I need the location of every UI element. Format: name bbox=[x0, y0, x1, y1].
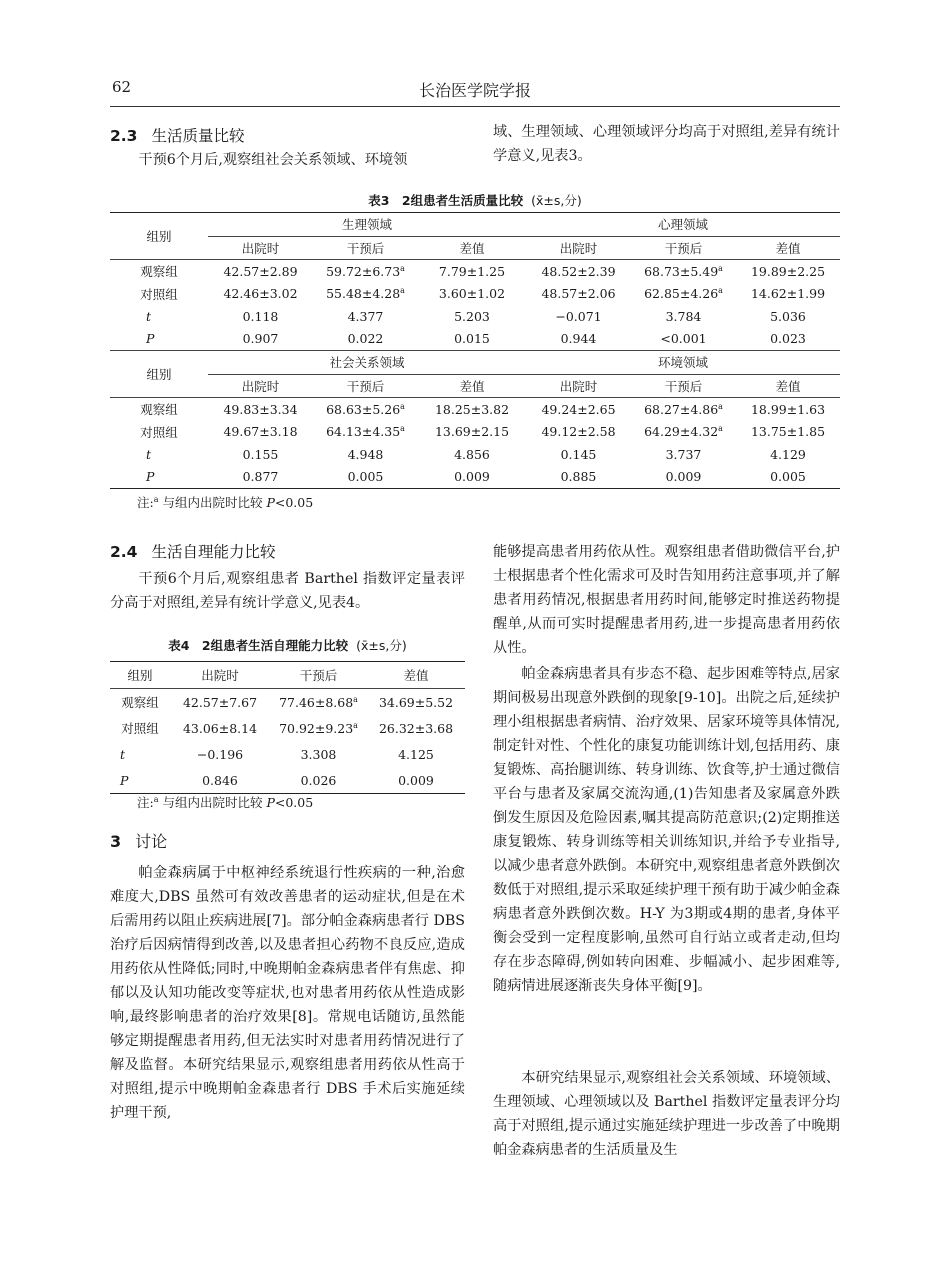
column-header: 差值 bbox=[367, 662, 465, 689]
row-label: t bbox=[146, 446, 152, 462]
section-title: 生活质量比较 bbox=[151, 127, 245, 145]
superscript-mark: a bbox=[400, 424, 405, 434]
table3-note: 注:$^a$ 与组内出院时比较 P<0.05 bbox=[137, 494, 314, 510]
table-row bbox=[110, 689, 465, 716]
table-cell: 0.022 bbox=[347, 331, 384, 347]
table-cell: −0.071 bbox=[555, 308, 602, 324]
journal-title: 长治医学院学报 bbox=[418, 81, 531, 100]
table-row bbox=[110, 715, 465, 741]
column-header: 出院时 bbox=[526, 236, 631, 260]
column-header: 干预后 bbox=[313, 374, 418, 398]
table-subheader-row bbox=[110, 374, 840, 398]
table-cell: 5.036 bbox=[770, 308, 806, 324]
group-header: 组别 bbox=[110, 213, 208, 260]
table-row bbox=[110, 767, 465, 794]
table-subheader-row bbox=[110, 236, 840, 260]
section-2-4-text: 干预6个月后,观察组患者 Barthel 指数评定量表评分高于对照组,差异有统计学意义,见表4。 bbox=[110, 571, 465, 611]
table-cell: 18.25±3.82 bbox=[418, 398, 526, 421]
table-cell: 0.023 bbox=[770, 331, 806, 347]
column-header: 差值 bbox=[736, 236, 840, 260]
table-cell: 0.846 bbox=[170, 767, 270, 794]
row-label: P bbox=[110, 767, 170, 794]
table4 bbox=[110, 661, 465, 794]
column-header: 差值 bbox=[418, 374, 526, 398]
column-header: 出院时 bbox=[170, 662, 270, 689]
table-cell: 64.13±4.35$^a$ bbox=[326, 424, 405, 440]
superscript-mark: a bbox=[400, 401, 405, 411]
table-cell: 68.73±5.49$^a$ bbox=[631, 260, 736, 283]
section-number: 3 bbox=[110, 832, 122, 851]
table3-unit: (x̄±s,分) bbox=[531, 193, 582, 208]
table-cell: 0.005 bbox=[736, 466, 840, 489]
table-cell: 48.57±2.06 bbox=[541, 286, 616, 302]
table-cell: <0.001 bbox=[660, 331, 707, 347]
table-cell: 49.67±3.18 bbox=[223, 424, 298, 440]
table-header-row bbox=[110, 213, 840, 237]
table-cell: 18.99±1.63 bbox=[736, 398, 840, 421]
section-2-3-text-right: 域、生理领域、心理领域评分均高于对照组,差异有统计学意义,见表3。 bbox=[493, 124, 840, 164]
table-cell: 0.026 bbox=[270, 767, 367, 794]
table-cell: 3.308 bbox=[300, 746, 337, 762]
table-cell: 0.118 bbox=[242, 308, 279, 324]
domain-header: 心理领域 bbox=[526, 213, 840, 237]
column-header: 出院时 bbox=[526, 374, 631, 398]
table-cell: 3.737 bbox=[665, 446, 702, 462]
table-cell: 13.69±2.15 bbox=[434, 424, 510, 440]
row-label: t bbox=[120, 746, 126, 762]
section-heading-2-3 bbox=[110, 124, 244, 146]
table-cell: 0.015 bbox=[454, 331, 490, 347]
table-cell: 49.12±2.58 bbox=[541, 424, 616, 440]
running-header bbox=[0, 78, 950, 108]
table-cell: 68.27±4.86$^a$ bbox=[631, 398, 736, 421]
table-row bbox=[110, 443, 840, 466]
discussion-paragraph-right-3: 本研究结果显示,观察组社会关系领域、环境领域、生理领域、心理领域以及 Barthel 指数评定量表评分均高于对照组,提示通过实施延续护理进一步改善了中晚期帕金森病患者的生活质量及生 bbox=[493, 1070, 840, 1158]
table-cell: 0.877 bbox=[208, 466, 313, 489]
table-cell: 77.46±8.68$^a$ bbox=[270, 689, 367, 716]
table-row bbox=[110, 328, 840, 351]
domain-header: 社会关系领域 bbox=[208, 351, 526, 375]
table3-caption bbox=[110, 191, 840, 209]
table-row bbox=[110, 260, 840, 283]
table-cell: 0.009 bbox=[367, 767, 465, 794]
table-cell: 0.885 bbox=[526, 466, 631, 489]
table-cell: 0.155 bbox=[242, 446, 279, 462]
superscript-mark: a bbox=[153, 494, 159, 504]
table-cell: 13.75±1.85 bbox=[750, 424, 826, 440]
table-cell: 0.005 bbox=[313, 466, 418, 489]
row-label: 对照组 bbox=[140, 286, 178, 302]
superscript-mark: a bbox=[353, 720, 358, 730]
table-cell: 68.63±5.26$^a$ bbox=[313, 398, 418, 421]
discussion-paragraph-1: 帕金森病属于中枢神经系统退行性疾病的一种,治愈难度大,DBS 虽然可有效改善患者的运动症状,但是在术后需用药以阻止疾病进展[7]。部分帕金森病患者行 DBS 治疗后因病情得到改善,以及患者担心药物不良反应,造成用药依从性降低;同时,中晚期帕金森病患者伴有焦虑、抑郁以及认知功能改变等症状,也对患者用药依从性造成影响,最终影响患者的治疗效果[8]。常规电话随访,虽然能够定期提醒患者用药,但无法实时对患者用药情况进行了解及监督。本研究结果显示,观察组患者用药依从性高于对照组,提示中晚期帕金森患者行 DBS 手术后实施延续护理干预, bbox=[110, 865, 465, 1121]
domain-header: 环境领域 bbox=[526, 351, 840, 375]
superscript-mark: a bbox=[153, 794, 159, 804]
column-header: 干预后 bbox=[631, 236, 736, 260]
table-cell: −0.196 bbox=[196, 746, 244, 762]
row-label: 对照组 bbox=[140, 424, 178, 440]
column-header: 差值 bbox=[418, 236, 526, 260]
table-cell: 0.145 bbox=[560, 446, 597, 462]
row-label: 观察组 bbox=[110, 398, 208, 421]
table3 bbox=[110, 212, 840, 489]
table4-unit: (x̄±s,分) bbox=[356, 638, 407, 653]
superscript-mark: a bbox=[718, 286, 723, 296]
table-cell: 59.72±6.73$^a$ bbox=[313, 260, 418, 283]
superscript-mark: a bbox=[400, 263, 405, 273]
header-rule bbox=[110, 106, 840, 107]
column-header: 干预后 bbox=[631, 374, 736, 398]
table-cell: 0.009 bbox=[631, 466, 736, 489]
section-title: 生活自理能力比较 bbox=[151, 543, 276, 561]
table-cell: 62.85±4.26$^a$ bbox=[644, 286, 723, 302]
superscript-mark: a bbox=[353, 694, 358, 704]
domain-header: 生理领域 bbox=[208, 213, 526, 237]
table-cell: 70.92±9.23$^a$ bbox=[279, 720, 358, 736]
table-cell: 3.784 bbox=[665, 308, 702, 324]
table-cell: 34.69±5.52 bbox=[367, 689, 465, 716]
table-cell: 48.52±2.39 bbox=[526, 260, 631, 283]
table-row bbox=[110, 741, 465, 767]
table-cell: 4.377 bbox=[347, 308, 384, 324]
table-cell: 7.79±1.25 bbox=[418, 260, 526, 283]
table-cell: 4.856 bbox=[454, 446, 490, 462]
table-cell: 49.24±2.65 bbox=[526, 398, 631, 421]
table-cell: 42.57±2.89 bbox=[208, 260, 313, 283]
column-header: 组别 bbox=[110, 662, 170, 689]
row-label: P bbox=[110, 466, 208, 489]
superscript-mark: a bbox=[400, 286, 405, 296]
table-cell: 4.129 bbox=[770, 446, 806, 462]
page-number: 62 bbox=[112, 78, 132, 96]
column-header: 干预后 bbox=[313, 236, 418, 260]
discussion-paragraph-right-2: 帕金森病患者具有步态不稳、起步困难等特点,居家期间极易出现意外跌倒的现象[9-10]。出院之后,延续护理小组根据患者病情、治疗效果、居家环境等具体情况,制定针对性、个性化的康复功能训练计划,包括用药、康复锻炼、高抬腿训练、转身训练、饮食等,护士通过微信平台与患者及家属交流沟通,(1)告知患者及家属意外跌倒发生原因及危险因素,嘱其提高防范意识;(2)定期推送康复锻炼、转身训练等相关训练知识,并给予专业指导,以减少患者意外跌倒。本研究中,观察组患者意外跌倒次数低于对照组,提示采取延续护理干预有助于减少帕金森病患者意外跌倒次数。H-Y 为3期或4期的患者,身体平衡会受到一定程度影响,虽然可自行站立或者走动,但均存在步态障碍,例如转向困难、步幅减小、起步困难等,随病情进展逐渐丧失身体平衡[9]。 bbox=[493, 666, 840, 994]
row-label: 对照组 bbox=[121, 721, 159, 736]
table-header-row bbox=[110, 662, 465, 689]
section-2-3-text-left: 干预6个月后,观察组社会关系领域、环境领 bbox=[138, 152, 408, 168]
column-header: 出院时 bbox=[208, 374, 313, 398]
row-label: P bbox=[146, 331, 155, 347]
section-number: 2.4 bbox=[110, 543, 138, 561]
table-row bbox=[110, 466, 840, 489]
superscript-mark: a bbox=[718, 424, 723, 434]
table-cell: 14.62±1.99 bbox=[750, 286, 826, 302]
table-header-row bbox=[110, 351, 840, 375]
section-number: 2.3 bbox=[110, 127, 138, 145]
column-header: 出院时 bbox=[208, 236, 313, 260]
group-header: 组别 bbox=[110, 351, 208, 398]
discussion-paragraph-right-1: 能够提高患者用药依从性。观察组患者借助微信平台,护士根据患者个性化需求可及时告知用药注意事项,并了解患者用药情况,根据患者用药时间,能够定时推送药物提醒单,从而可实时提醒患者用药,进一步提高患者用药依从性。 bbox=[493, 544, 840, 656]
table3-caption-text: 表3 2组患者生活质量比较 bbox=[368, 193, 524, 208]
row-label: t bbox=[146, 308, 152, 324]
row-label: 观察组 bbox=[110, 689, 170, 716]
column-header: 差值 bbox=[736, 374, 840, 398]
table-row bbox=[110, 398, 840, 421]
table-cell: 3.60±1.02 bbox=[438, 286, 506, 302]
table-cell: 19.89±2.25 bbox=[736, 260, 840, 283]
table-row bbox=[110, 421, 840, 444]
table4-note: 注:$^a$ 与组内出院时比较 P<0.05 bbox=[137, 794, 314, 810]
table4-caption-text: 表4 2组患者生活自理能力比较 bbox=[168, 638, 349, 653]
table-cell: 55.48±4.28$^a$ bbox=[326, 286, 405, 302]
table-row bbox=[110, 283, 840, 306]
table-cell: 43.06±8.14 bbox=[182, 720, 258, 736]
column-header: 干预后 bbox=[270, 662, 367, 689]
section-heading-3 bbox=[110, 829, 167, 852]
table-row bbox=[110, 305, 840, 328]
table-cell: 0.009 bbox=[418, 466, 526, 489]
table-cell: 64.29±4.32$^a$ bbox=[644, 424, 723, 440]
table4-caption bbox=[110, 636, 465, 654]
table-cell: 42.57±7.67 bbox=[170, 689, 270, 716]
superscript-mark: a bbox=[718, 401, 723, 411]
table-cell: 4.948 bbox=[347, 446, 384, 462]
superscript-mark: a bbox=[718, 263, 723, 273]
row-label: 观察组 bbox=[110, 260, 208, 283]
table-cell: 26.32±3.68 bbox=[378, 720, 454, 736]
table-cell: 0.944 bbox=[560, 331, 597, 347]
table-cell: 4.125 bbox=[398, 746, 434, 762]
table-cell: 5.203 bbox=[454, 308, 490, 324]
table-cell: 49.83±3.34 bbox=[208, 398, 313, 421]
section-title: 讨论 bbox=[135, 832, 168, 851]
table-cell: 42.46±3.02 bbox=[223, 286, 298, 302]
section-heading-2-4 bbox=[110, 540, 275, 562]
table-cell: 0.907 bbox=[242, 331, 279, 347]
